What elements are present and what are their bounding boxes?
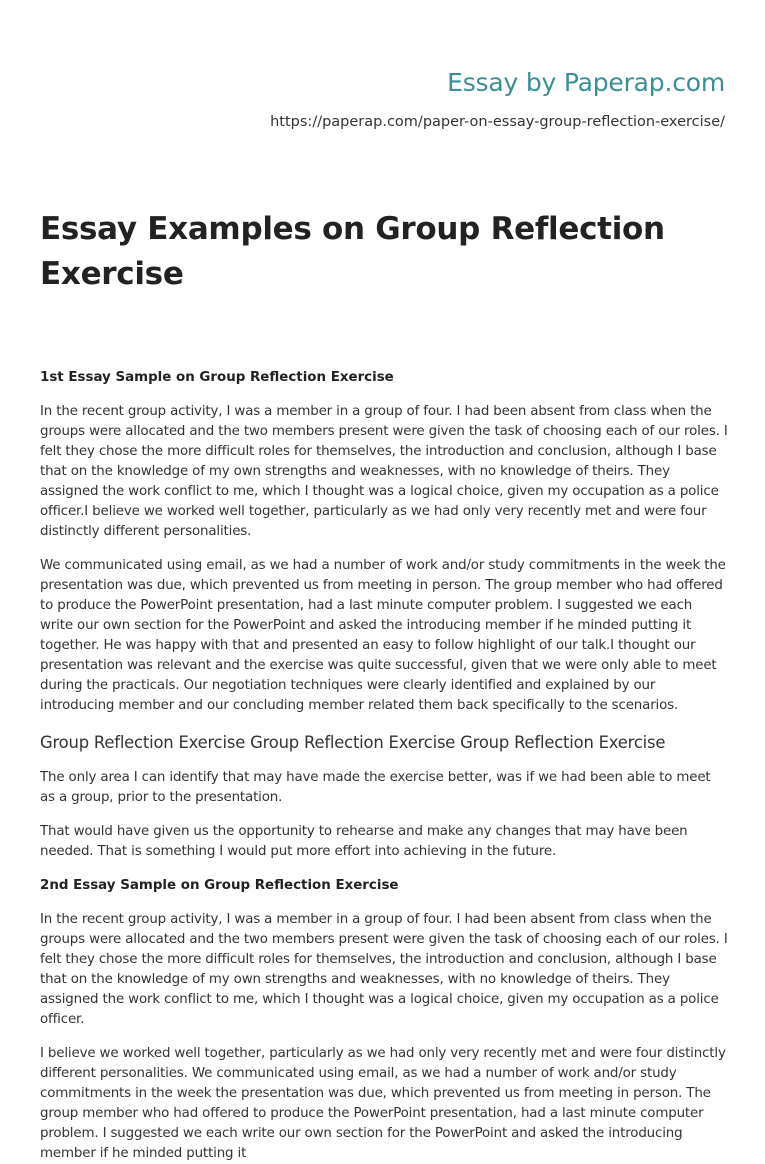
middle-paragraph-2: That would have given us the opportunity to rehearse and make any changes that may have been needed. That is something I would put more effort into achieving in the future. [40, 824, 688, 859]
sample-1-paragraph-1: In the recent group activity, I was a member in a group of four. I had been absent from class when the groups were allocated and the two members present were given the task of choosing each of our roles. I felt they chose the more difficult roles for themselves, the introduction and conclusion, although I base that on the knowledge of my own strengths and weaknesses, with no knowledge of theirs. They assigned the work conflict to me, which I thought was a logical choice, given my occupation as a police officer.I believe we worked well together, particularly as we had only very recently met and were four distinctly different personalities. [40, 404, 728, 539]
article [40, 207, 728, 1164]
sample-2-paragraph-2: I believe we worked well together, particularly as we had only very recently met and were four distinctly different personalities. We communicated using email, as we had a number of work and/or study commitments in the week the presentation was due, which prevented us from meeting in person. The group member who had offered to produce the PowerPoint presentation, had a last minute computer problem. I suggested we each write our own section for the PowerPoint and asked the introducing member if he minded putting it [40, 1046, 726, 1161]
site-header [270, 66, 725, 132]
page-url: https://paperap.com/paper-on-essay-group-reflection-exercise/ [270, 114, 725, 130]
section-subheading: Group Reflection Exercise Group Reflection Exercise Group Reflection Exercise [40, 733, 666, 752]
middle-paragraph-1: The only area I can identify that may have made the exercise better, was if we had been able to meet as a group, prior to the presentation. [40, 770, 711, 805]
sample-1-heading: 1st Essay Sample on Group Reflection Exercise [40, 370, 394, 385]
sample-1-paragraph-2: We communicated using email, as we had a number of work and/or study commitments in the week the presentation was due, which prevented us from meeting in person. The group member who had offered to produce the PowerPoint presentation, had a last minute computer problem. I suggested we each write our own section for the PowerPoint and asked the introducing member if he minded putting it together. He was happy with that and presented an easy to follow highlight of our talk.I thought our presentation was relevant and the exercise was quite successful, given that we were only able to meet during the practicals. Our negotiation techniques were clearly identified and explained by our introducing member and our concluding member related them back specifically to the scenarios. [40, 558, 726, 713]
site-brand-link[interactable]: Essay by Paperap.com [447, 68, 725, 97]
sample-2-paragraph-1: In the recent group activity, I was a member in a group of four. I had been absent from class when the groups were allocated and the two members present were given the task of choosing each of our roles. I felt they chose the more difficult roles for themselves, the introduction and conclusion, although I base that on the knowledge of my own strengths and weaknesses, with no knowledge of theirs. They assigned the work conflict to me, which I thought was a logical choice, given my occupation as a police officer. [40, 912, 728, 1027]
sample-2-heading: 2nd Essay Sample on Group Reflection Exercise [40, 878, 399, 893]
page-title: Essay Examples on Group Reflection Exercise [40, 211, 665, 292]
